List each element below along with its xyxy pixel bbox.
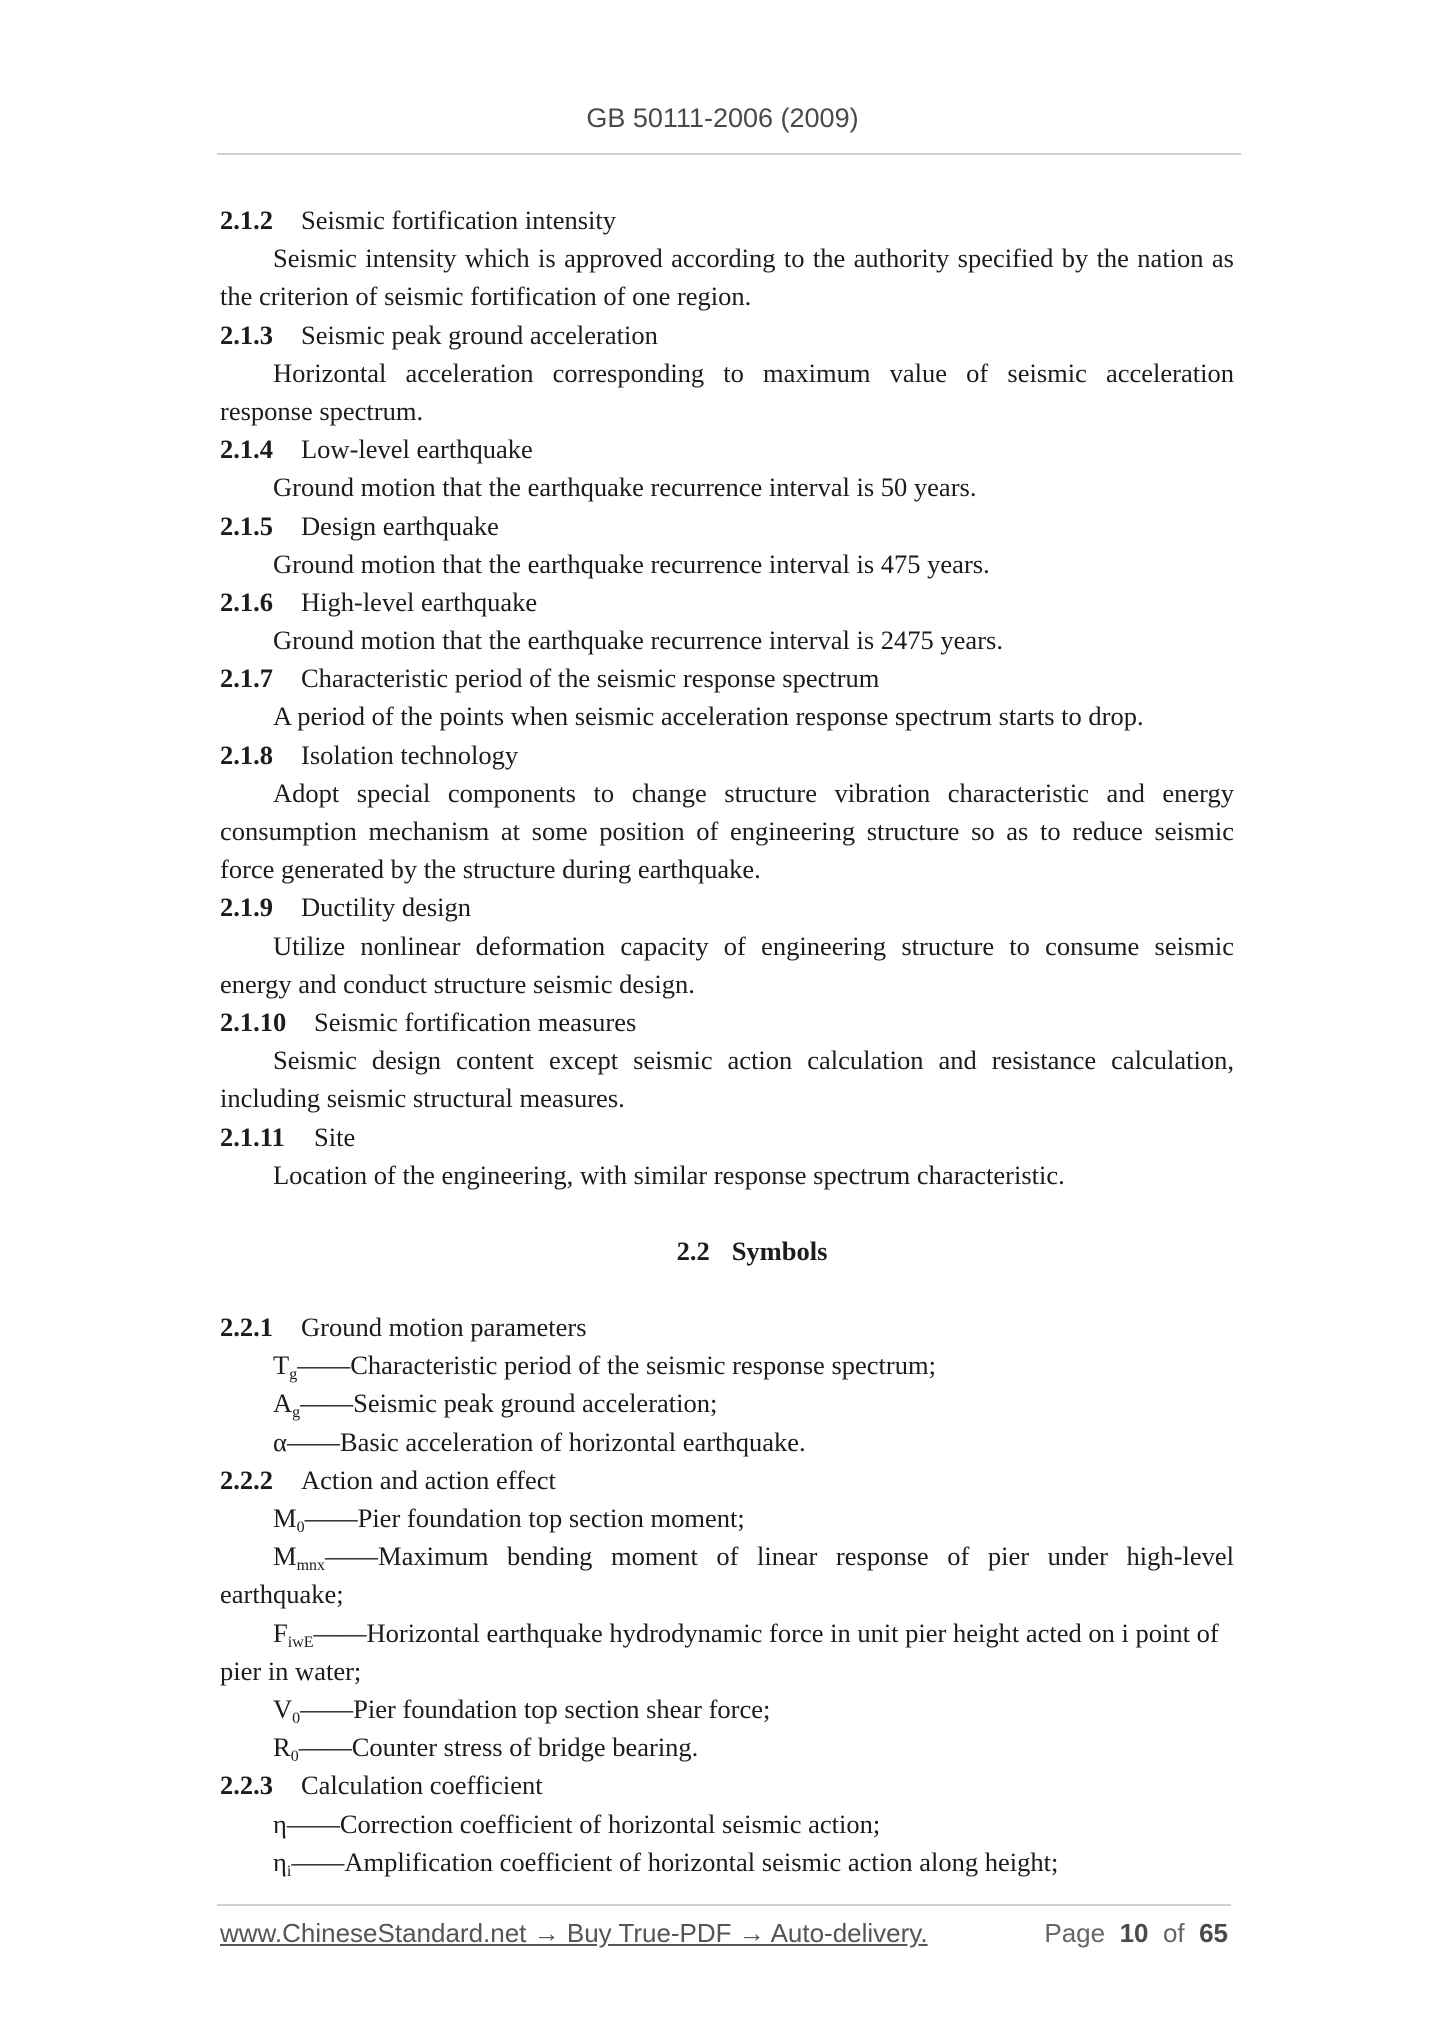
symbol-subscript: g — [292, 1404, 301, 1422]
clause-heading — [220, 1308, 1234, 1346]
clause-heading — [220, 659, 1234, 697]
clause-text: Adopt special components to change structure vibration characteristic and energy — [273, 777, 1234, 808]
clause-number: 2.1.3 — [220, 319, 273, 350]
clause-text: including seismic structural measures. — [220, 1083, 625, 1114]
clause-title: Characteristic period of the seismic response spectrum — [301, 663, 880, 694]
clause-title: Seismic fortification intensity — [301, 205, 616, 235]
symbol: M — [273, 1541, 297, 1572]
clause-number: 2.1.6 — [220, 586, 273, 617]
page-prefix: Page — [1044, 1918, 1106, 1948]
symbol: η — [273, 1808, 287, 1839]
section-title: Symbols — [731, 1235, 828, 1266]
spacer — [220, 1194, 1234, 1232]
symbol-subscript: 0 — [296, 1519, 305, 1536]
clause-heading — [220, 316, 1234, 354]
symbol-entry — [220, 1843, 1234, 1881]
clause-heading — [220, 736, 1234, 774]
symbol-subscript: 0 — [292, 1709, 301, 1727]
page-body — [220, 201, 1234, 1881]
symbol-definition: ——Seismic peak ground acceleration; — [300, 1388, 718, 1419]
symbol-entry — [220, 1384, 1234, 1422]
clause-title: Calculation coefficient — [301, 1770, 543, 1801]
clause-text: force generated by the structure during earthquake. — [220, 854, 761, 885]
header-divider — [217, 153, 1241, 155]
symbol: A — [273, 1388, 293, 1419]
clause-title: Ductility design — [301, 892, 472, 923]
clause-title: Ground motion parameters — [301, 1312, 587, 1343]
section-number: 2.2 — [676, 1235, 710, 1266]
clause-title: Low-level earthquake — [301, 434, 533, 465]
symbol-definition: ——Maximum bending moment of linear response of pier under high-level — [325, 1541, 1234, 1572]
clause-number: 2.1.7 — [220, 663, 273, 694]
symbol-entry — [220, 1614, 1234, 1652]
symbol-definition: ——Pier foundation top section shear force; — [300, 1693, 771, 1724]
symbol-entry — [220, 1423, 1234, 1461]
symbol-definition-continued: earthquake; — [220, 1579, 344, 1610]
clause-text: Ground motion that the earthquake recurrence interval is 475 years. — [273, 548, 990, 579]
symbol: T — [273, 1350, 290, 1381]
clause-text: consumption mechanism at some position of engineering structure so as to reduce seismic — [220, 816, 1234, 846]
symbol-definition: ——Characteristic period of the seismic response spectrum; — [297, 1350, 936, 1381]
symbol: α — [273, 1426, 287, 1457]
clause-title: Isolation technology — [301, 739, 519, 770]
clause-text: Utilize nonlinear deformation capacity of engineering structure to consume seismic — [273, 930, 1234, 961]
store-link[interactable]: www.ChineseStandard.net → Buy True-PDF → Auto-delivery. — [220, 1918, 928, 1948]
clause-number: 2.1.10 — [220, 1006, 287, 1037]
clause-heading — [220, 1118, 1234, 1156]
clause-title: Action and action effect — [301, 1464, 556, 1495]
symbol-entry — [220, 1690, 1234, 1728]
clause-number: 2.1.5 — [220, 510, 273, 541]
symbol-entry — [220, 1805, 1234, 1843]
symbol-subscript: 0 — [290, 1748, 299, 1766]
clause-title: Seismic fortification measures — [314, 1006, 637, 1037]
current-page: 10 — [1119, 1918, 1149, 1948]
clause-text: Seismic intensity which is approved according to the authority specified by the nation as — [273, 243, 1234, 274]
symbol: F — [273, 1617, 288, 1648]
footer-divider — [217, 1904, 1231, 1906]
clause-number: 2.2.1 — [220, 1312, 273, 1343]
symbol-entry — [220, 1499, 1234, 1537]
clause-heading — [220, 583, 1234, 621]
clause-heading — [220, 1766, 1234, 1804]
symbol-subscript: iwE — [287, 1633, 314, 1651]
symbol-subscript: g — [289, 1366, 298, 1384]
page-header-title: GB 50111-2006 (2009) — [586, 103, 859, 133]
clause-text: Horizontal acceleration corresponding to maximum value of seismic acceleration — [273, 357, 1234, 388]
page-of: of — [1162, 1918, 1185, 1948]
clause-number: 2.1.8 — [220, 739, 273, 770]
symbol-subscript: mnx — [296, 1557, 326, 1575]
clause-number: 2.2.3 — [220, 1770, 273, 1801]
clause-title: Design earthquake — [301, 510, 499, 541]
page-footer — [220, 1918, 1234, 1958]
total-pages: 65 — [1199, 1918, 1228, 1948]
clause-heading — [220, 430, 1234, 468]
clause-text: A period of the points when seismic acceleration response spectrum starts to drop. — [273, 701, 1144, 732]
clause-heading — [220, 1003, 1234, 1041]
clause-heading — [220, 201, 1234, 239]
symbol-definition-continued: pier in water; — [220, 1655, 362, 1686]
page-indicator — [1044, 1918, 1228, 1949]
clause-title: Site — [314, 1121, 356, 1152]
clause-text: Ground motion that the earthquake recurrence interval is 2475 years. — [273, 625, 1003, 656]
spacer — [220, 1270, 1234, 1308]
clause-text: the criterion of seismic fortification of one region. — [220, 281, 752, 312]
section-heading — [220, 1232, 1234, 1270]
symbol: R — [273, 1732, 291, 1763]
clause-heading — [220, 507, 1234, 545]
symbol-entry — [220, 1728, 1234, 1766]
symbol-subscript: i — [286, 1862, 292, 1880]
clause-number: 2.1.2 — [220, 205, 273, 235]
symbol-definition: ——Correction coefficient of horizontal seismic action; — [286, 1808, 881, 1839]
symbol-definition: ——Horizontal earthquake hydrodynamic force in unit pier height acted on i point of — [313, 1617, 1219, 1648]
symbol: M — [273, 1503, 297, 1533]
symbol: η — [273, 1846, 287, 1877]
symbol-definition: ——Amplification coefficient of horizontal seismic action along height; — [291, 1846, 1059, 1877]
clause-heading — [220, 1461, 1234, 1499]
symbol-definition: ——Basic acceleration of horizontal earthquake. — [286, 1426, 806, 1457]
clause-text: response spectrum. — [220, 395, 424, 426]
symbol: V — [273, 1693, 293, 1724]
clause-number: 2.1.9 — [220, 892, 273, 923]
clause-title: High-level earthquake — [301, 586, 538, 617]
clause-text: Ground motion that the earthquake recurrence interval is 50 years. — [273, 472, 977, 503]
symbol-entry — [220, 1537, 1234, 1575]
clause-number: 2.1.4 — [220, 434, 273, 465]
symbol-definition: ——Counter stress of bridge bearing. — [298, 1732, 699, 1763]
clause-text: energy and conduct structure seismic design. — [220, 968, 695, 999]
clause-text: Location of the engineering, with similar response spectrum characteristic. — [273, 1159, 1065, 1190]
symbol-entry — [220, 1346, 1234, 1384]
clause-text: Seismic design content except seismic action calculation and resistance calculation, — [273, 1045, 1234, 1076]
symbol-definition: ——Pier foundation top section moment; — [304, 1503, 745, 1533]
clause-number: 2.2.2 — [220, 1464, 273, 1495]
clause-number: 2.1.11 — [220, 1121, 285, 1152]
clause-heading — [220, 888, 1234, 926]
clause-title: Seismic peak ground acceleration — [301, 319, 658, 350]
